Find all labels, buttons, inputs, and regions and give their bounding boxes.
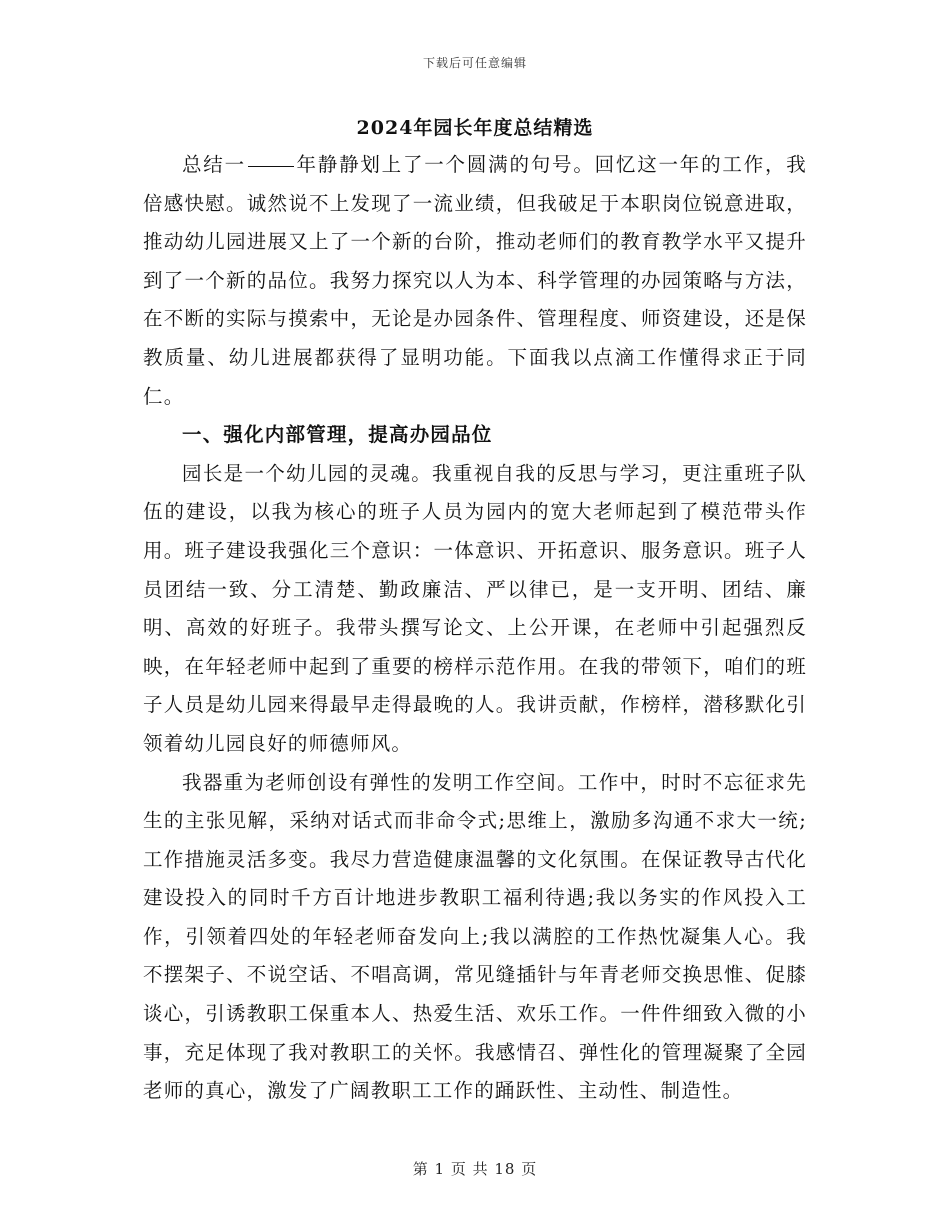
body-paragraph: 园长是一个幼儿园的灵魂。我重视自我的反思与学习，更注重班子队伍的建设，以我为核心的班子人员为园内的宽大老师起到了模范带头作用。班子建设我强化三个意识：一体意识、开拓意识、服务意识。班子人员团结一致、分工清楚、勤政廉洁、严以律已，是一支开明、团结、廉明、高效的好班子。我带头撰写论文、上公开课，在老师中引起强烈反映，在年轻老师中起到了重要的榜样示范作用。在我的带领下，咱们的班子人员是幼儿园来得最早走得最晚的人。我讲贡献，作榜样，潜移默化引领着幼儿园良好的师德师风。 [143,461,807,755]
fill-in-blank [248,165,294,167]
intro-text-start: 总结一 [182,153,246,176]
section-heading: 一、强化内部管理，提高办园品位 [182,423,493,447]
header-note: 下载后可任意编辑 [422,56,527,70]
document-body [143,146,807,1111]
page-number-footer: 第 1 页 共 18 页 [412,1160,538,1178]
intro-text-rest: 年静静划上了一个圆满的句号。回忆这一年的工作，我倍感快慰。诚然说不上发现了一流业绩，但我破足于本职岗位锐意进取，推动幼儿园进展又上了一个新的台阶，推动老师们的教育教学水平又提升到了一个新的品位。我努力探究以人为本、科学管理的办园策略与方法，在不断的实际与摸索中，无论是办园条件、管理程度、师资建设，还是保教质量、幼儿进展都获得了显明功能。下面我以点滴工作懂得求正于同仁。 [143,153,807,408]
document-title: 2024年园长年度总结精选 [356,117,594,139]
intro-paragraph [143,146,807,416]
body-paragraph: 我器重为老师创设有弹性的发明工作空间。工作中，时时不忘征求先生的主张见解，采纳对话式而非命令式;思维上，激励多沟通不求大一统;工作措施灵活多变。我尽力营造健康温馨的文化氛围。在保证教导古代化建设投入的同时千方百计地进步教职工福利待遇;我以务实的作风投入工作，引领着四处的年轻老师奋发向上;我以满腔的工作热忱凝集人心。我不摆架子、不说空话、不唱高调，常见缝插针与年青老师交换思惟、促膝谈心，引诱教职工保重本人、热爱生活、欢乐工作。一件件细致入微的小事，充足体现了我对教职工的关怀。我感情召、弹性化的管理凝聚了全园老师的真心，激发了广阔教职工工作的踊跃性、主动性、制造性。 [143,770,807,1103]
